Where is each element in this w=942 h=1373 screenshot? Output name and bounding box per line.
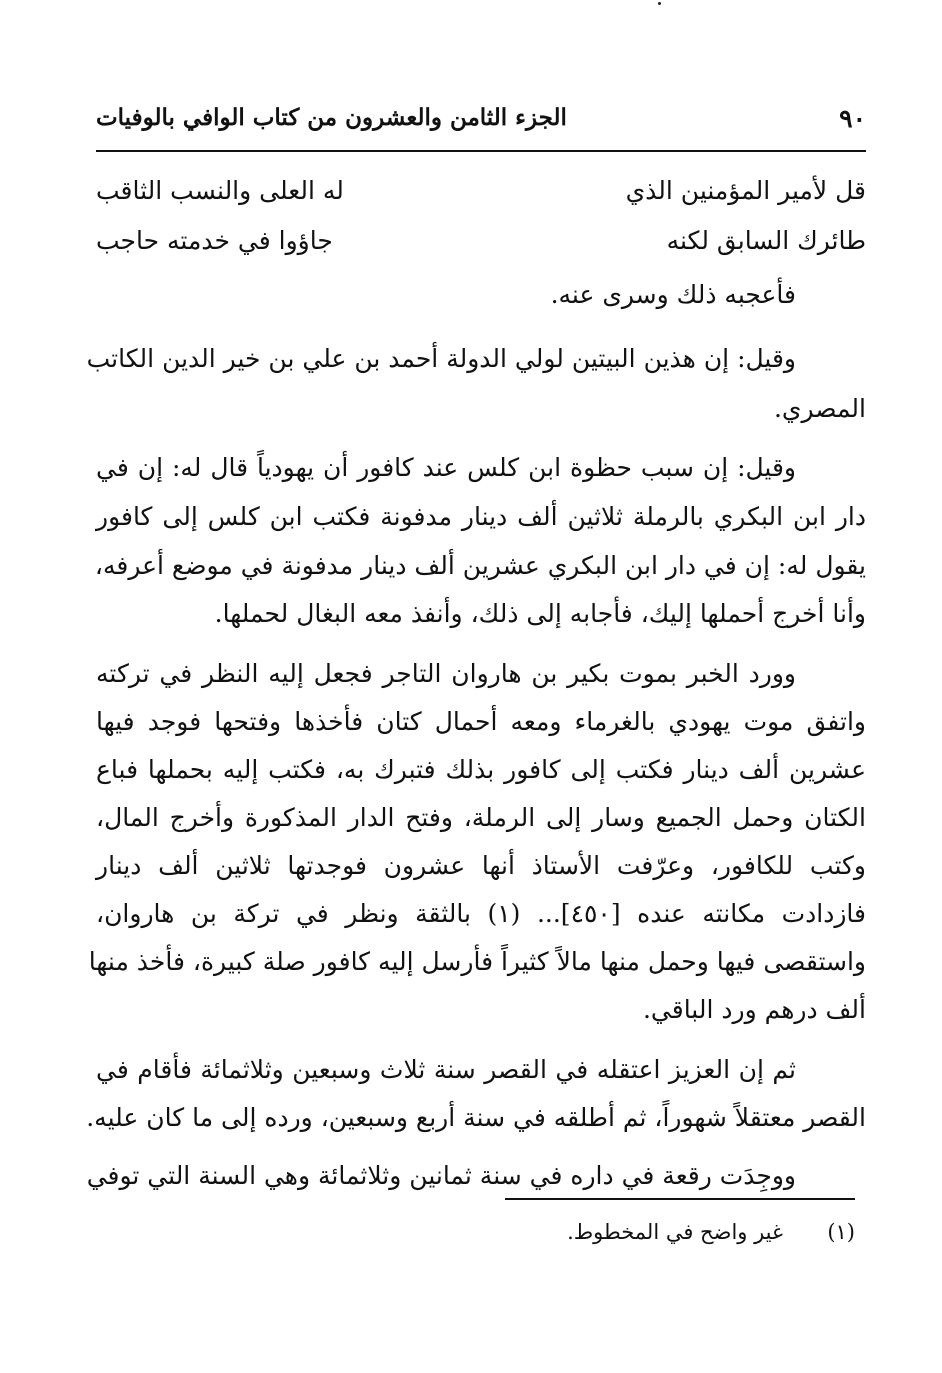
page-number: ٩٠ bbox=[839, 104, 866, 133]
running-title: الجزء الثامن والعشرون من كتاب الوافي بالوفيات bbox=[96, 104, 567, 131]
footnote-text: غير واضح في المخطوط. bbox=[567, 1220, 783, 1244]
footnote-rule bbox=[505, 1198, 855, 1200]
verse-second-hemistich: له العلى والنسب الثاقب bbox=[96, 176, 344, 205]
text-line: دار ابن البكري بالرملة ثلاثين ألف دينار مدفونة فكتب ابن كلس إلى كافور bbox=[96, 502, 866, 531]
text-line: القصر معتقلاً شهوراً، ثم أطلقه في سنة أربع وسبعين، ورده إلى ما كان عليه. bbox=[86, 1103, 866, 1132]
text-line: واتفق موت يهودي بالغرماء ومعه أحمال كتان فأخذها وفتحها فوجد فيها bbox=[96, 707, 866, 736]
text-line: ألف درهم ورد الباقي. bbox=[642, 995, 866, 1024]
text-line: المصري. bbox=[773, 394, 866, 423]
text-line: وقيل: إن هذين البيتين لولي الدولة أحمد بن علي بن خير الدين الكاتب bbox=[86, 344, 796, 373]
text-line: فأعجبه ذلك وسرى عنه. bbox=[550, 280, 796, 309]
text-line: وأنا أخرج أحملها إليك، فأجابه إلى ذلك، وأنفذ معه البغال لحملها. bbox=[214, 599, 866, 628]
page-header bbox=[96, 96, 866, 138]
text-line: ثم إن العزيز اعتقله في القصر سنة ثلاث وسبعين وثلاثمائة فأقام في bbox=[96, 1055, 796, 1084]
verse-first-hemistich: قل لأمير المؤمنين الذي bbox=[625, 176, 866, 205]
header-rule bbox=[96, 150, 866, 152]
text-line: عشرين ألف دينار فكتب إلى كافور بذلك فتبرك به، فكتب إليه بحملها فباع bbox=[96, 755, 866, 784]
verse-first-hemistich: طائرك السابق لكنه bbox=[666, 226, 866, 255]
footnote-marker: (١) bbox=[827, 1220, 855, 1244]
text-line: وقيل: إن سبب حظوة ابن كلس عند كافور أن يهودياً قال له: إن في bbox=[96, 453, 796, 482]
verse-line bbox=[96, 220, 866, 270]
text-line: فازدادت مكانته عنده [٤٥٠]... (١) بالثقة ونظر في تركة بن هاروان، bbox=[96, 899, 866, 928]
stray-dot bbox=[658, 2, 661, 5]
verse-line bbox=[96, 170, 866, 220]
text-line: يقول له: إن في دار ابن البكري عشرين ألف دينار مدفونة في موضع أعرفه، bbox=[94, 551, 866, 580]
text-line: واستقصى فيها وحمل منها مالاً كثيراً فأرسل إليه كافور صلة كبيرة، فأخذ منها bbox=[88, 947, 866, 976]
text-line: وكتب للكافور، وعرّفت الأستاذ أنها عشرون فوجدتها ثلاثين ألف دينار bbox=[96, 851, 866, 880]
verse-second-hemistich: جاؤوا في خدمته حاجب bbox=[96, 226, 333, 255]
text-line: وورد الخبر بموت بكير بن هاروان التاجر فجعل إليه النظر في تركته bbox=[96, 659, 796, 688]
text-line: الكتان وحمل الجميع وسار إلى الرملة، وفتح الدار المذكورة وأخرج المال، bbox=[96, 803, 866, 832]
text-line: ووجِدَت رقعة في داره في سنة ثمانين وثلاثمائة وهي السنة التي توفي bbox=[86, 1161, 796, 1190]
